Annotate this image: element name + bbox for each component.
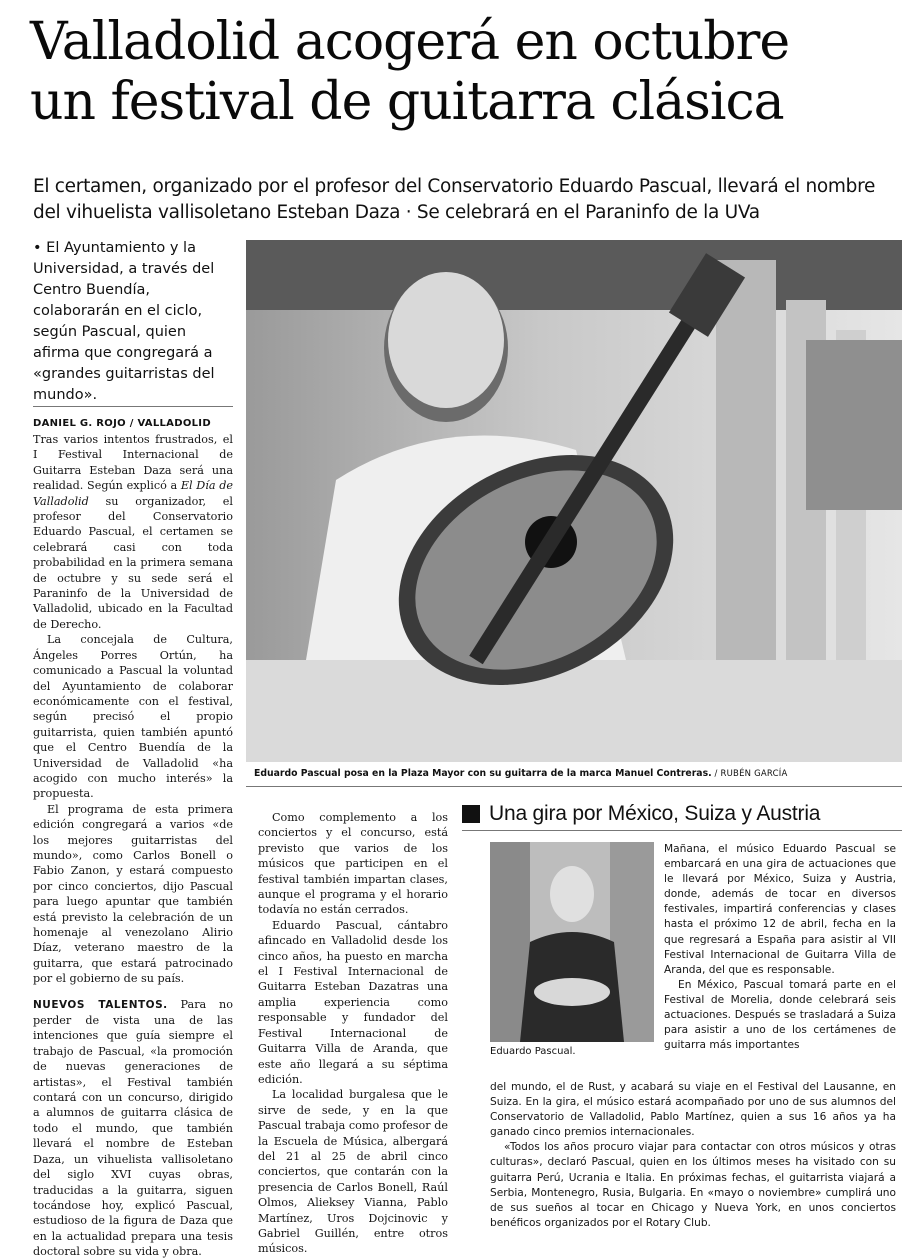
- main-photo: [246, 240, 902, 762]
- paragraph: Mañana, el músico Eduardo Pascual se embarcará en una gira de actuaciones que le llevará por México, Suiza y Austria, donde, además de tocar en diversos festivales, impartirá conferencias y clases hasta el próximo 12 de abril, fecha en la que regresará a España para asistir al VII Festival Internacional de Guitarra Villa de Aranda, del que es responsable.: [664, 843, 896, 976]
- byline: DANIEL G. ROJO / VALLADOLID: [33, 418, 211, 429]
- article-column-1: [33, 432, 233, 1260]
- box-photo-caption: Eduardo Pascual.: [490, 1046, 576, 1057]
- lead-summary: • El Ayuntamiento y la Universidad, a través del Centro Buendía, colaborarán en el ciclo, según Pascual, quien afirma que congregará a «grandes guitarristas del mundo».: [33, 240, 215, 403]
- box-photo: [490, 842, 654, 1042]
- guitarist-photo-illustration: [246, 240, 902, 762]
- paragraph: El programa de esta primera edición congregará a varios «de los mejores guitarristas del mundo», como Carlos Bonell o Fabio Zanon, y estará compuesto por cinco conciertos, dijo Pascual para luego apuntar que también está previsto la celebración de un homenaje al venezolano Alirio Díaz, veterano maestro de la guitarra, que estará patrocinado por el gobierno de su país.: [33, 802, 233, 986]
- section-subhead: NUEVOS TALENTOS.: [33, 998, 168, 1011]
- headline-line-1: Valladolid acogerá en octubre: [30, 12, 790, 72]
- photo-credit: / RUBÉN GARCÍA: [711, 769, 788, 779]
- box-title: Una gira por México, Suiza y Austria: [489, 802, 821, 825]
- main-photo-caption: Eduardo Pascual posa en la Plaza Mayor con su guitarra de la marca Manuel Contreras. / RUBÉN GARCÍA: [254, 768, 788, 779]
- headline: [30, 12, 890, 132]
- article-column-2: [258, 810, 448, 1257]
- paragraph: «Todos los años procuro viajar para contactar con otros músicos y otras culturas», declaró Pascual, quien en los últimos meses ha visitado con su guitarra Perú, Ucrania e Italia. En próximas fechas, el guitarrista viajará a Serbia, Montenegro, Rusia, Bulgaria. En «mayo o noviembre» cumplirá uno de sus sueños al tocar en Chicago y Nueva York, en unos conciertos benéficos organizados por el Rotary Club.: [490, 1141, 896, 1229]
- box-title-divider: [462, 830, 902, 831]
- caption-divider: [246, 786, 902, 787]
- lead-divider: [33, 406, 233, 407]
- paragraph: En México, Pascual tomará parte en el Festival de Morelia, donde celebrará seis actuaciones. Después se trasladará a Suiza para asistir a uno de los certámenes de guitarra más importantes: [664, 978, 896, 1052]
- subheadline: El certamen, organizado por el profesor del Conservatorio Eduardo Pascual, llevará el nombre del vihuelista vallisoletano Esteban Daza · Se celebrará en el Paraninfo de la UVa: [33, 176, 876, 223]
- headline-line-2: un festival de guitarra clásica: [30, 72, 784, 132]
- paragraph: Como complemento a los conciertos y el concurso, está previsto que varios de los músicos que participen en el festival también impartan clases, aunque el programa y el horario todavía no están cerrados.: [258, 811, 448, 917]
- paragraph-nuevos-talentos: NUEVOS TALENTOS. Para no perder de vista una de las intenciones que guía siempre el trabajo de Pascual, «la promoción de nuevas generaciones de artistas», el Festival también contará con un concurso, dirigido a alumnos de guitarra clásica de todo el mundo, que también llevará el nombre de Esteban Daza, un vihuelista vallisoletano del siglo XVI cuyas obras, traducidas a la guitarra, siguen tocándose hoy, explicó Pascual, estudioso de la figura de Daza que en la actualidad prepara una tesis doctoral sobre su vida y obra.: [33, 997, 233, 1259]
- section-marker-icon: [462, 805, 480, 823]
- paragraph: Tras varios intentos frustrados, el I Festival Internacional de Guitarra Esteban Daza será una realidad. Según explicó a El Día de Valladolid su organizador, el profesor del Conservatorio Eduardo Pascual, el certamen se celebrará casi con toda probabilidad en la primera semana de octubre y su sede será el Paraninfo de la Universidad de Valladolid, ubicado en la Facultad de Derecho.: [33, 433, 233, 631]
- paragraph: del mundo, el de Rust, y acabará su viaje en el Festival del Lausanne, en Suiza. En la gira, el músico estará acompañado por uno de sus alumnos del Conservatorio de Valladolid, Pablo Martínez, quien a sus 16 años ya ha ganado cinco premios internacionales.: [490, 1081, 896, 1139]
- paragraph: La concejala de Cultura, Ángeles Porres Ortún, ha comunicado a Pascual la voluntad del Ayuntamiento de colaborar económicamente con el festival, según precisó el propio guitarrista, quien también apuntó que el Centro Buendía de la Universidad de Valladolid «ha acogido con mucho interés» la propuesta.: [33, 633, 233, 801]
- box-text-column-upper: [664, 842, 896, 1053]
- box-text-column-lower: [490, 1080, 896, 1231]
- paragraph: La localidad burgalesa que le sirve de sede, y en la que Pascual trabaja como profesor de la Escuela de Música, albergará del 21 al 25 de abril cinco conciertos, que contarán con la presencia de Carlos Bonell, Raúl Olmos, Alieksey Vianna, Pablo Martínez, Uros Dojcinovic y Gabriel Guillén, entre otros músicos.: [258, 1088, 448, 1256]
- paragraph: Eduardo Pascual, cántabro afincado en Valladolid desde los cinco años, ha puesto en marcha el I Festival Internacional de Guitarra Esteban Dazatras una amplia experiencia como responsable y fundador del Festival Internacional de Guitarra Villa de Aranda, que este año llegará a su séptima edición.: [258, 918, 448, 1086]
- portrait-illustration: [490, 842, 654, 1042]
